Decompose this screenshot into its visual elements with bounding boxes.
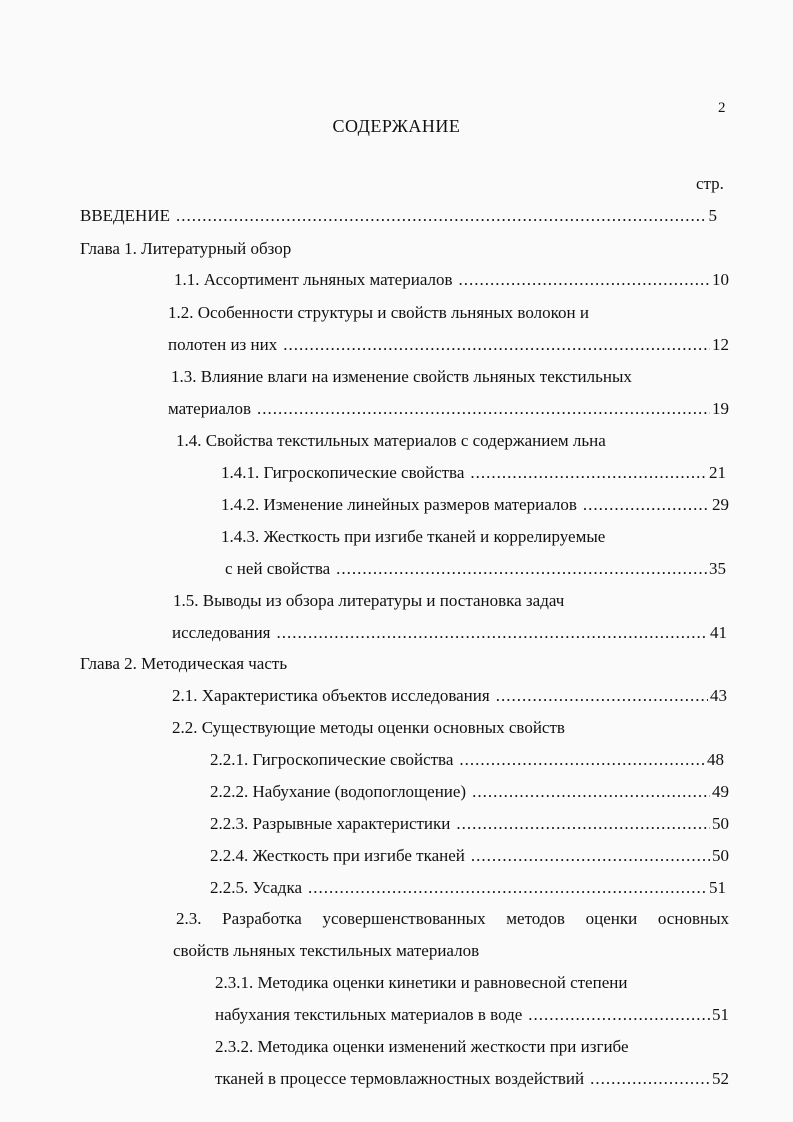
toc-entry-page: 50 (712, 814, 729, 833)
toc-entry-text: 1.4. Свойства текстильных материалов с содержанием льна (176, 431, 606, 450)
toc-entry-2-2-2 (210, 780, 729, 804)
toc-leader-dots (283, 333, 710, 357)
toc-entry-text: 2.2.3. Разрывные характеристики (210, 814, 451, 833)
toc-entry-page: 50 (712, 846, 729, 865)
toc-leader-dots (583, 493, 710, 517)
toc-entry-page: 41 (710, 623, 727, 642)
toc-entry-text: набухания текстильных материалов в воде (215, 1005, 523, 1024)
toc-entry-1-4 (176, 429, 606, 453)
toc-entry-2-1 (172, 684, 727, 708)
toc-entry-intro (80, 204, 717, 228)
toc-entry-2-3-line1: 2.3. Разработка усовершенствованных методов оценки основных (176, 909, 729, 928)
toc-leader-dots (456, 812, 710, 836)
toc-leader-dots (336, 557, 707, 581)
toc-entry-page: 10 (712, 270, 729, 289)
toc-entry-text: 1.4.3. Жесткость при изгибе тканей и коррелируемые (221, 527, 606, 546)
toc-entry-2-3-2-line1 (215, 1035, 629, 1059)
toc-entry-1-3-line2 (168, 397, 729, 421)
toc-entry-2-3-2-line2 (215, 1067, 729, 1091)
toc-entry-text: с ней свойства (225, 559, 331, 578)
toc-entry-1-3-line1 (171, 365, 632, 389)
toc-entry-2-3-1-line2 (215, 1003, 729, 1027)
toc-entry-page: 12 (712, 335, 729, 354)
toc-entry-1-4-3-line2 (225, 557, 726, 581)
toc-leader-dots (459, 748, 705, 772)
toc-entry-text: 2.2.1. Гигроскопические свойства (210, 750, 454, 769)
toc-entry-2-2-4 (210, 844, 729, 868)
toc-entry-page: 49 (712, 782, 729, 801)
toc-entry-text: Глава 2. Методическая часть (80, 654, 288, 673)
toc-entry-text: 2.3.2. Методика оценки изменений жесткости при изгибе (215, 1037, 629, 1056)
toc-leader-dots (472, 780, 710, 804)
toc-entry-1-2-line1 (168, 301, 589, 325)
toc-chapter-1 (80, 237, 291, 261)
toc-entry-page: 51 (712, 1005, 729, 1024)
toc-entry-1-5-line1 (173, 589, 564, 613)
toc-entry-text: 2.2.5. Усадка (210, 878, 302, 897)
toc-leader-dots (528, 1003, 710, 1027)
toc-entry-text: 2.3.1. Методика оценки кинетики и равновесной степени (215, 973, 628, 992)
toc-entry-text: полотен из них (168, 335, 278, 354)
toc-leader-dots (257, 397, 710, 421)
page-number: 2 (718, 100, 726, 116)
toc-leader-dots (590, 1067, 710, 1091)
toc-entry-text: ВВЕДЕНИЕ (80, 206, 170, 225)
toc-entry-text: исследования (172, 623, 271, 642)
toc-entry-page: 43 (710, 686, 727, 705)
toc-entry-text: 2.2.4. Жесткость при изгибе тканей (210, 846, 465, 865)
toc-entry-page: 35 (709, 559, 726, 578)
toc-entry-text: свойств льняных текстильных материалов (173, 941, 480, 960)
toc-entry-2-3-line2 (173, 939, 479, 963)
toc-entry-text: Глава 1. Литературный обзор (80, 239, 292, 258)
toc-entry-1-4-2 (221, 493, 729, 517)
toc-entry-2-3-1-line1 (215, 971, 627, 995)
toc-leader-dots (308, 876, 707, 900)
toc-leader-dots (459, 268, 710, 292)
toc-entry-page: 48 (707, 750, 724, 769)
toc-entry-1-2-line2 (168, 333, 729, 357)
toc-entry-text: 1.1. Ассортимент льняных материалов (174, 270, 453, 289)
toc-entry-text: 1.5. Выводы из обзора литературы и постановка задач (173, 591, 565, 610)
toc-entry-text: тканей в процессе термовлажностных воздействий (215, 1069, 585, 1088)
page-title: СОДЕРЖАНИЕ (332, 116, 461, 136)
toc-entry-text: 2.2. Существующие методы оценки основных свойств (172, 718, 565, 737)
toc-entry-text: 1.3. Влияние влаги на изменение свойств льняных текстильных (171, 367, 632, 386)
toc-entry-2-2-5 (210, 876, 726, 900)
toc-entry-text: материалов (168, 399, 252, 418)
toc-leader-dots (496, 684, 708, 708)
toc-entry-page: 21 (709, 463, 726, 482)
toc-entry-page: 19 (712, 399, 729, 418)
toc-entry-2-2 (172, 716, 565, 740)
toc-entry-page: 5 (708, 206, 717, 225)
toc-entry-1-4-3-line1 (221, 525, 605, 549)
toc-entry-page: 29 (712, 495, 729, 514)
toc-entry-page: 52 (712, 1069, 729, 1088)
toc-chapter-2 (80, 652, 287, 676)
toc-leader-dots (176, 204, 707, 228)
toc-leader-dots (277, 621, 708, 645)
toc-entry-1-1 (174, 268, 729, 292)
toc-entry-1-4-1 (221, 461, 726, 485)
toc-entry-1-5-line2 (172, 621, 727, 645)
toc-entry-text: 1.2. Особенности структуры и свойств льняных волокон и (168, 303, 589, 322)
toc-leader-dots (471, 844, 710, 868)
toc-entry-text: 1.4.1. Гигроскопические свойства (221, 463, 465, 482)
page-column-label: стр. (696, 174, 724, 193)
toc-entry-text: 2.1. Характеристика объектов исследования (172, 686, 490, 705)
toc-entry-2-2-3 (210, 812, 729, 836)
toc-leader-dots (470, 461, 707, 485)
toc-entry-text: 2.2.2. Набухание (водопоглощение) (210, 782, 467, 801)
toc-entry-page: 51 (709, 878, 726, 897)
toc-entry-2-2-1 (210, 748, 724, 772)
toc-entry-text: 1.4.2. Изменение линейных размеров материалов (221, 495, 577, 514)
